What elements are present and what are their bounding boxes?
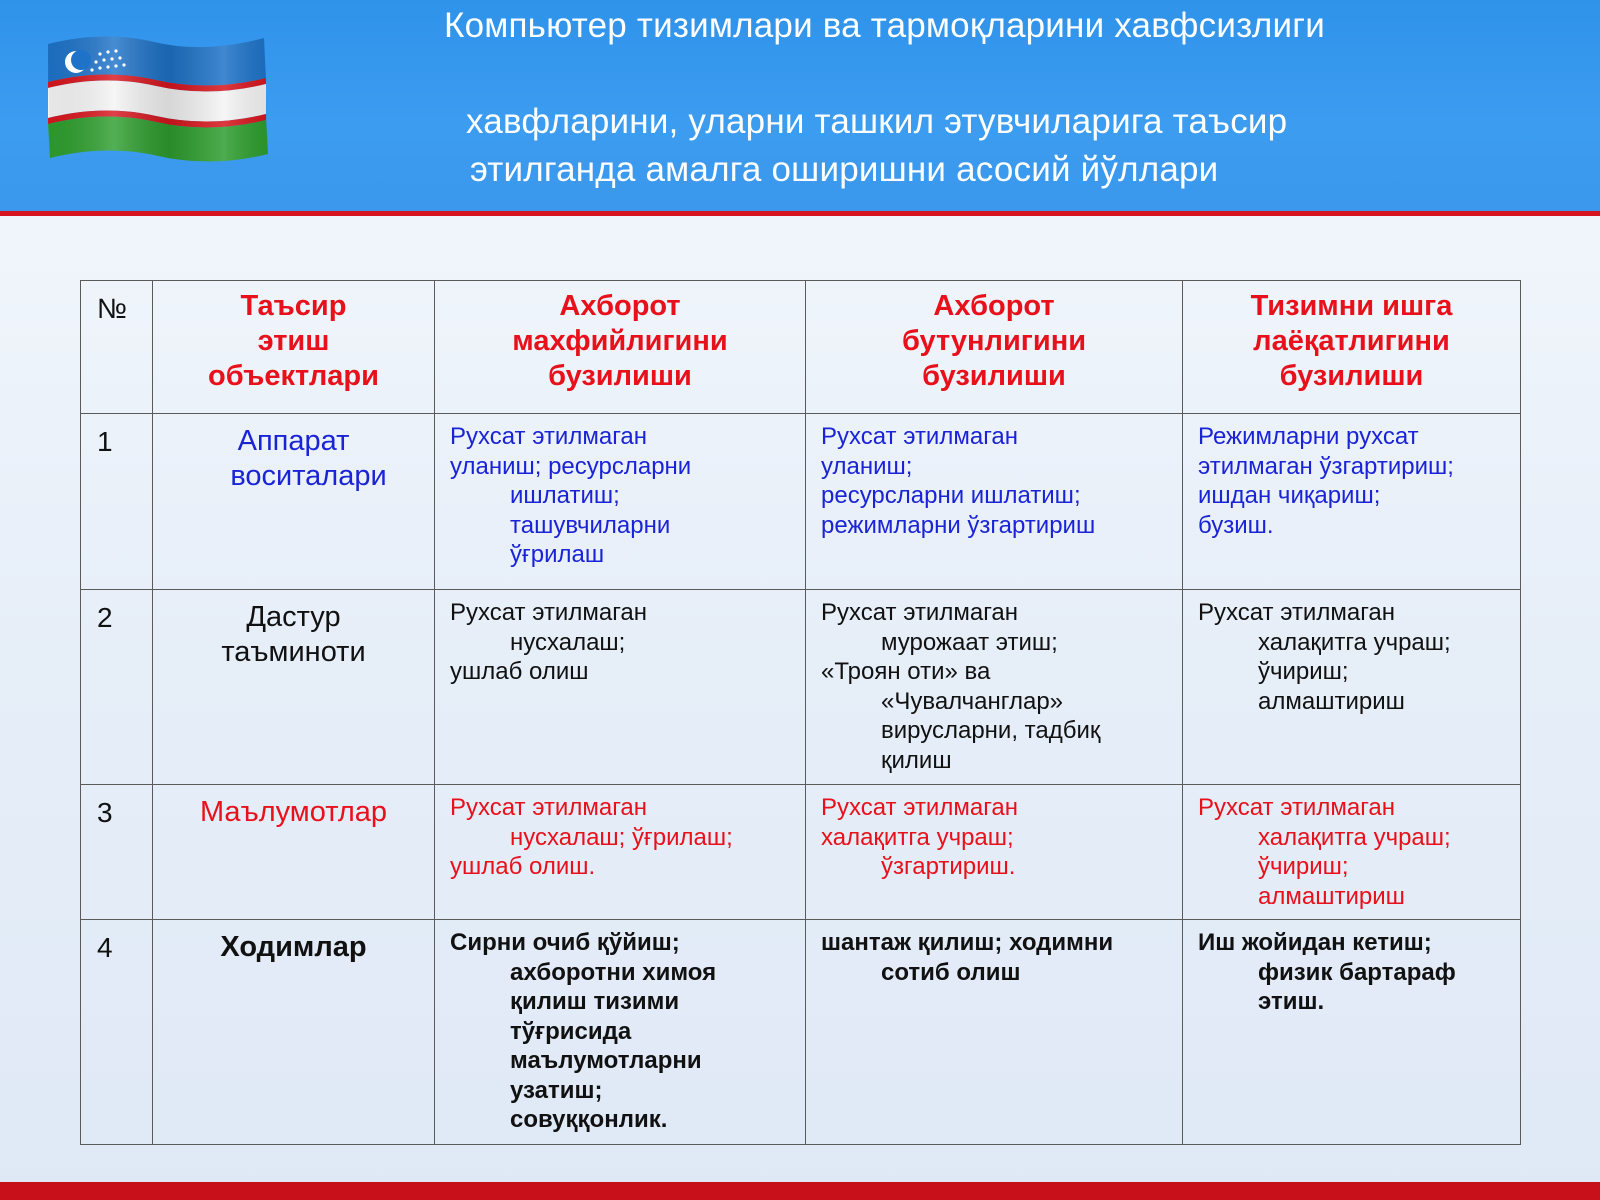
table-row [81,590,1521,785]
object-line: воситалари [230,460,387,492]
cell-line: этилмаган ўзгартириш; [1198,452,1454,480]
cell-line: уланиш; [821,452,913,480]
cell-line: узатиш; [510,1076,603,1104]
cell-line: Рухсат этилмаган [821,423,1019,450]
integrity-cell [806,590,1183,785]
cell-line: ўзгартириш. [881,853,1016,880]
cell-line: Рухсат этилмаган [821,599,1019,626]
object-line: Ходимлар [220,931,367,963]
object-line: Аппарат [237,425,350,457]
header-integrity [806,281,1183,414]
cell-line: бузиш. [1198,511,1274,539]
cell-line: халақитга учраш; [821,823,1014,851]
header-line: бутунлигини [901,325,1087,357]
integrity-cell [806,785,1183,920]
cell-line: ахборотни химоя [510,958,717,986]
cell-line: режимларни ўзгартириш [821,511,1096,539]
cell-line: алмаштириш [1258,687,1405,715]
row-number: 1 [81,414,153,590]
uzbekistan-flag-icon [44,34,270,162]
cell-line: тўғрисида [510,1017,632,1045]
cell-line: «Чувалчанглар» [881,687,1064,715]
row-object [153,414,435,590]
header-divider [0,211,1600,216]
cell-line: ўчириш; [1258,853,1349,880]
table-row [81,920,1521,1145]
row-number: 2 [81,590,153,785]
cell-line: вирусларни, тадбиқ [881,717,1101,744]
cell-line: уланиш; ресурсларни [450,452,692,480]
slide-header [0,0,1600,211]
cell-line: Сирни очиб қўйиш; [450,929,680,956]
cell-line: совуққонлик. [510,1106,668,1133]
availability-cell [1183,590,1521,785]
cell-line: Рухсат этилмаган [1198,599,1396,626]
cell-line: Рухсат этилмаган [1198,794,1396,821]
cell-line: сотиб олиш [881,958,1021,986]
header-line: махфийлигини [512,325,728,357]
cell-line: ушлаб олиш [450,658,589,685]
header-line: лаёқатлигини [1253,325,1450,357]
header-line: этиш [257,325,330,357]
header-line: Таъсир [240,290,347,322]
table-header-row [81,281,1521,414]
cell-line: ўғрилаш [510,541,605,568]
confidentiality-cell [435,785,806,920]
header-line: объектлари [208,360,379,392]
cell-line: ресурсларни ишлатиш; [821,482,1081,509]
row-object [153,920,435,1145]
cell-line: қилиш [881,746,952,774]
cell-line: ишдан чиқариш; [1198,482,1381,509]
row-number: 3 [81,785,153,920]
cell-line: мурожаат этиш; [881,628,1058,656]
cell-line: Иш жойидан кетиш; [1198,929,1432,956]
cell-line: алмаштириш [1258,882,1405,910]
cell-line: ташувчиларни [510,511,671,539]
header-line: бузилиши [922,360,1066,392]
integrity-cell [806,414,1183,590]
cell-line: этиш. [1258,988,1325,1015]
cell-line: шантаж қилиш; ходимни [821,929,1114,956]
cell-line: Рухсат этилмаган [450,794,648,821]
confidentiality-cell [435,920,806,1145]
header-line: Тизимни ишга [1250,290,1453,322]
slide-title-line-3: этилганда амалга оширишни асосий йўллари [470,150,1219,189]
cell-line: Рухсат этилмаган [450,423,648,450]
slide-title-line-2: хавфларини, уларни ташкил этувчиларига таъсир [466,102,1288,141]
cell-line: нусхалаш; ўғрилаш; [510,823,733,851]
header-line: Ахборот [933,290,1055,322]
availability-cell [1183,414,1521,590]
object-line: Дастур [246,601,341,633]
object-line: Маълумотлар [199,796,388,828]
header-objects [153,281,435,414]
header-availability [1183,281,1521,414]
table-row [81,785,1521,920]
header-line: Ахборот [559,290,681,322]
header-line: бузилиши [548,360,692,392]
cell-line: нусхалаш; [510,628,626,656]
availability-cell [1183,785,1521,920]
header-number: № [81,281,153,414]
row-object [153,785,435,920]
cell-line: маълумотларни [510,1047,702,1074]
confidentiality-cell [435,590,806,785]
cell-line: ўчириш; [1258,658,1349,685]
cell-line: қилиш тизими [510,988,680,1015]
cell-line: Рухсат этилмаган [450,599,648,626]
confidentiality-cell [435,414,806,590]
footer-bar [0,1182,1600,1200]
cell-line: ишлатиш; [510,482,620,509]
header-confidentiality [435,281,806,414]
integrity-cell [806,920,1183,1145]
object-line: таъминоти [221,636,366,668]
cell-line: физик бартараф [1258,958,1456,986]
cell-line: Рухсат этилмаган [821,794,1019,821]
cell-line: «Троян оти» ва [821,658,991,685]
header-line: бузилиши [1279,360,1424,392]
cell-line: ушлаб олиш. [450,853,596,880]
threats-table [80,280,1521,1145]
cell-line: халақитга учраш; [1258,628,1451,656]
slide-title-line-1: Компьютер тизимлари ва тармоқларини хавфсизлиги [444,6,1326,45]
availability-cell [1183,920,1521,1145]
cell-line: Режимларни рухсат [1198,423,1419,450]
row-number: 4 [81,920,153,1145]
table-row [81,414,1521,590]
row-object [153,590,435,785]
cell-line: халақитга учраш; [1258,823,1451,851]
